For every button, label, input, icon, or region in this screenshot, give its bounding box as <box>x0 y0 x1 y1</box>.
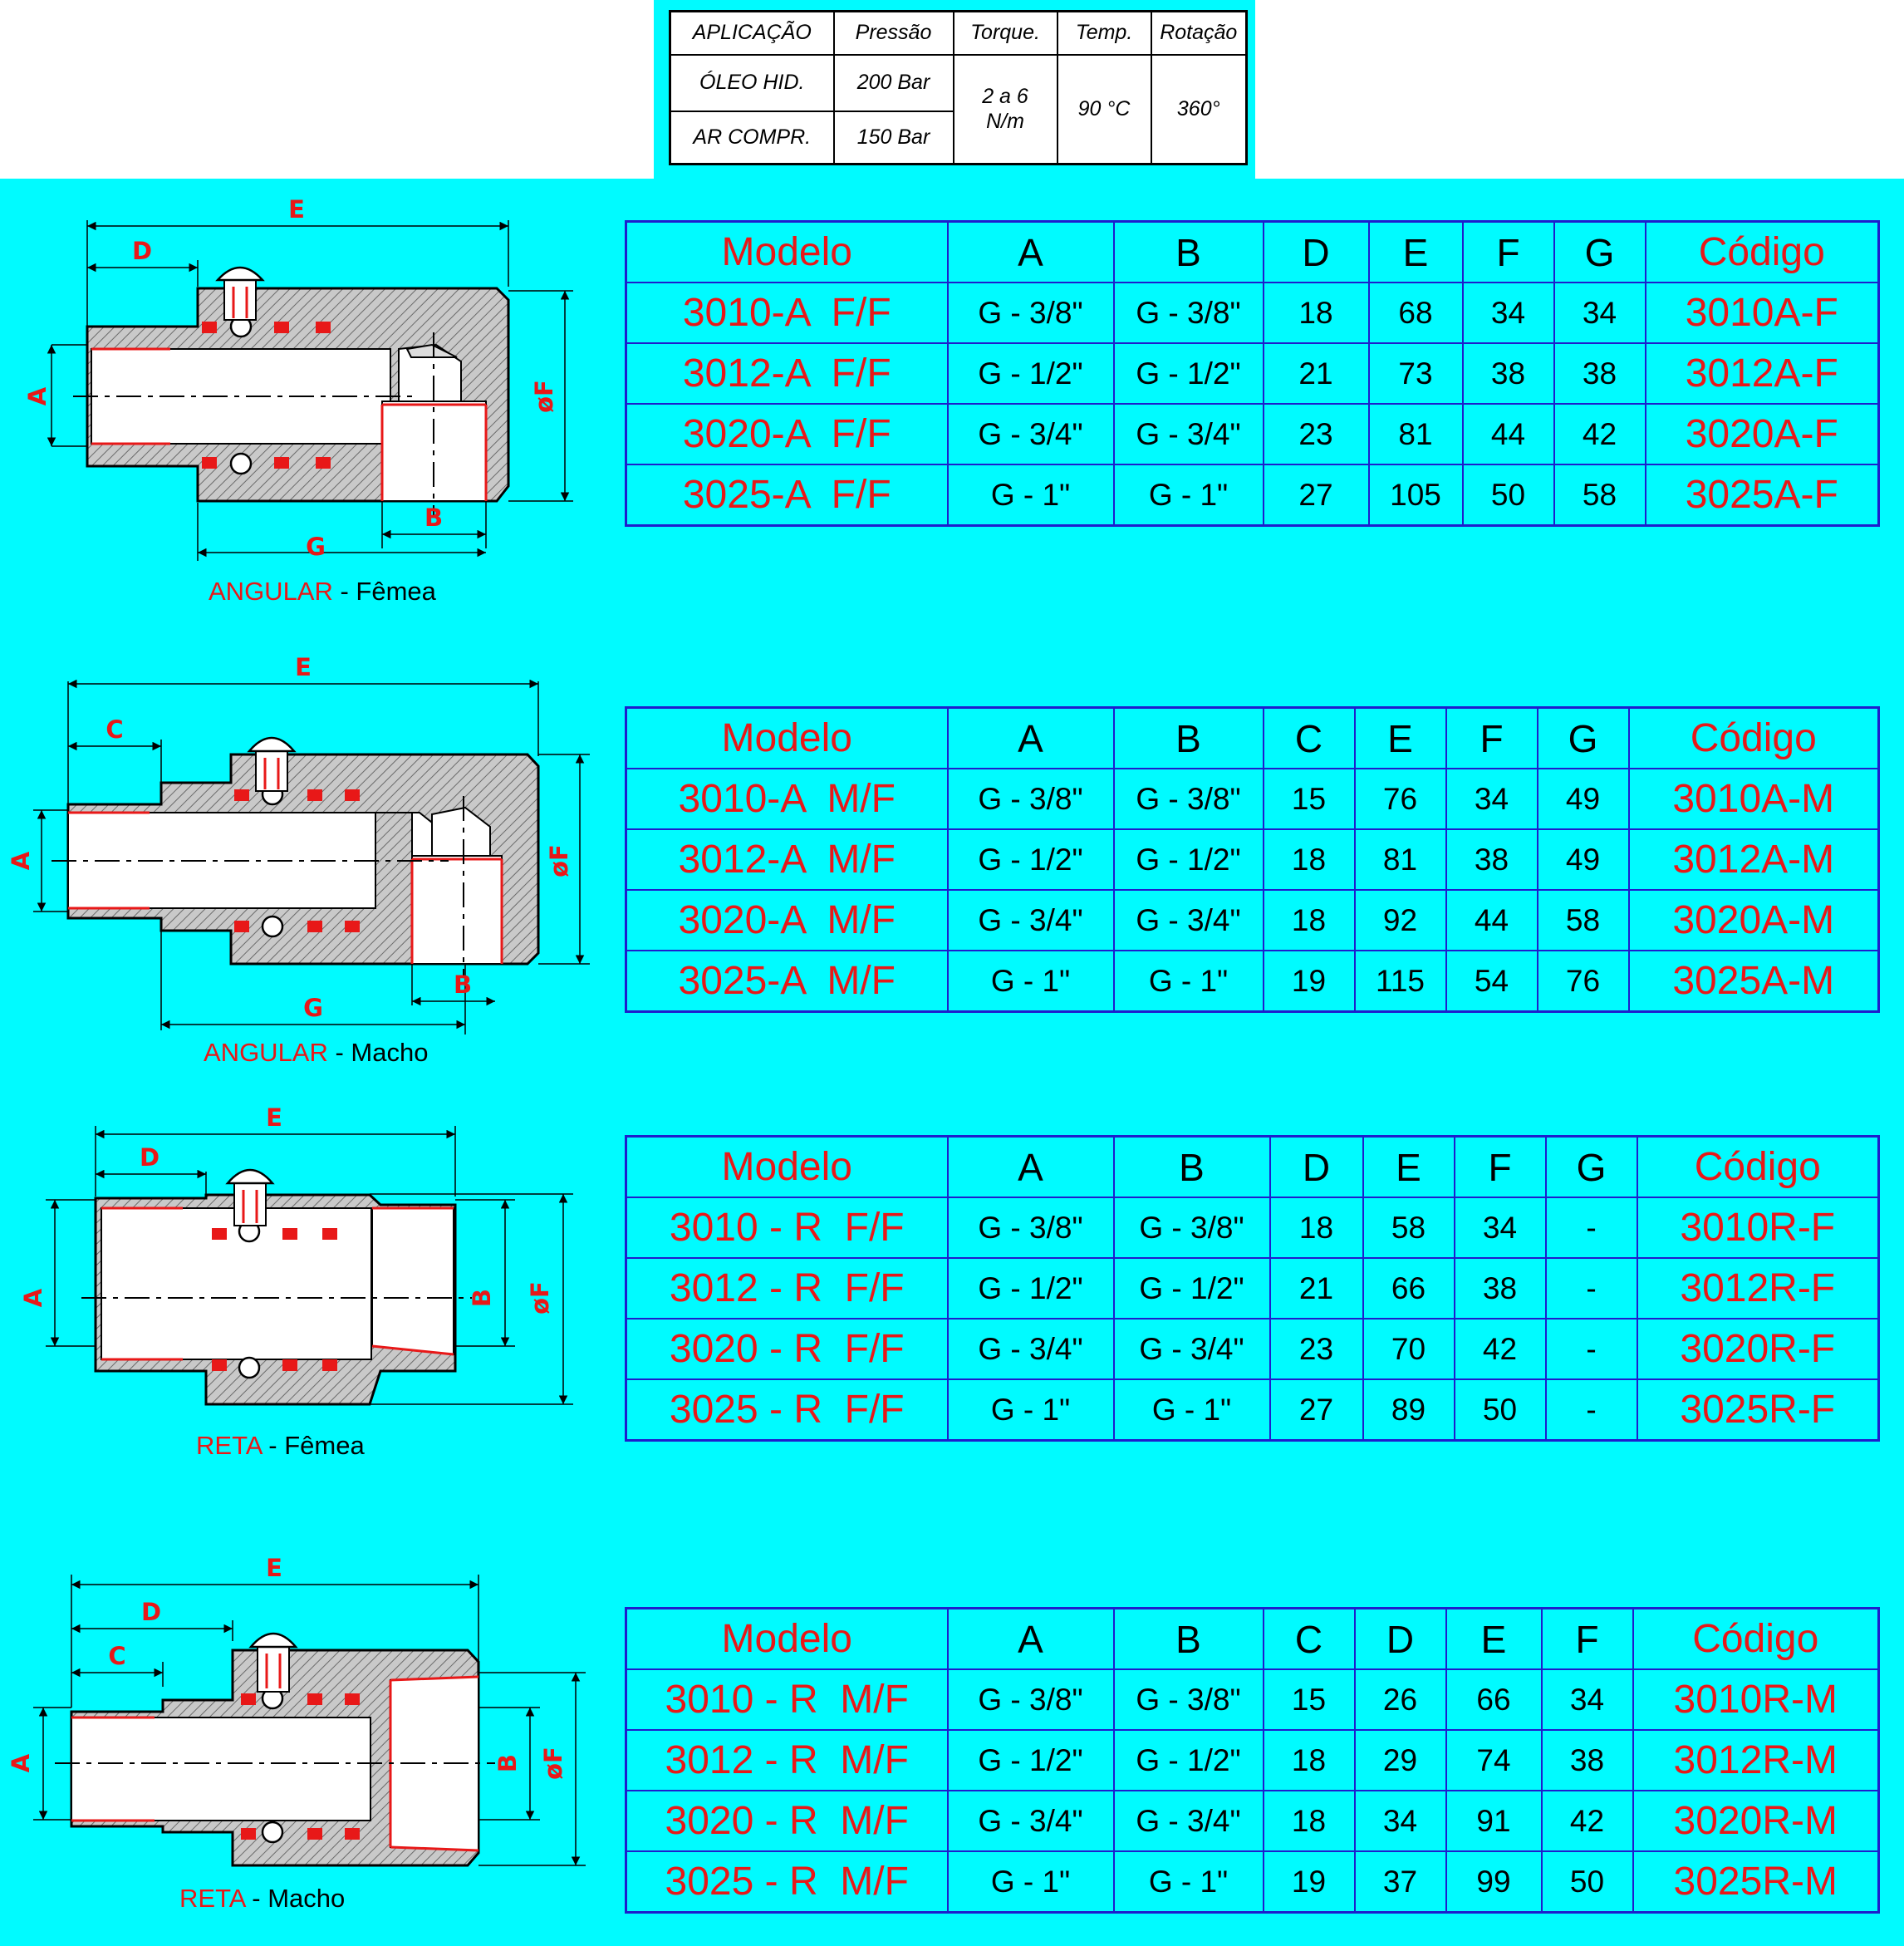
header-g: G <box>1538 708 1629 769</box>
header-f: F <box>1455 1137 1546 1198</box>
table-row <box>626 343 1879 404</box>
cell-e: 76 <box>1355 769 1446 829</box>
cell-codigo: 3010R-F <box>1637 1197 1879 1258</box>
cell-b: G - 3/4" <box>1114 890 1264 951</box>
cell-codigo: 3020A-F <box>1646 404 1879 464</box>
caption-angular-female <box>209 577 436 607</box>
cell-b: G - 3/8" <box>1114 1669 1264 1730</box>
caption-type: RETA <box>179 1884 245 1913</box>
cell-b: G - 3/4" <box>1114 1791 1264 1851</box>
cell-f: 50 <box>1463 464 1554 526</box>
header-modelo: Modelo <box>626 1137 948 1198</box>
header-a: A <box>948 222 1114 283</box>
cell-modelo: 3010-A F/F <box>626 283 948 343</box>
header-e: E <box>1369 222 1463 283</box>
cell-f: 42 <box>1455 1319 1546 1379</box>
cell-d: 18 <box>1270 1197 1363 1258</box>
table-row <box>626 404 1879 464</box>
cell-c: 15 <box>1264 1669 1355 1730</box>
cell-f: 54 <box>1446 951 1538 1012</box>
cell-f: 50 <box>1455 1379 1546 1441</box>
cell-c: 18 <box>1264 1730 1355 1791</box>
cell-a: G - 3/4" <box>948 1791 1114 1851</box>
header-c: C <box>1264 708 1355 769</box>
cell-e: 115 <box>1355 951 1446 1012</box>
caption-gender: - Macho <box>244 1884 346 1913</box>
dim-label-f: øF <box>530 380 558 413</box>
cell-codigo: 3025R-M <box>1633 1851 1879 1913</box>
cell-codigo: 3010R-M <box>1633 1669 1879 1730</box>
cell-e: 81 <box>1369 404 1463 464</box>
header-b: B <box>1114 708 1264 769</box>
dimensions-table-straight-male <box>625 1607 1880 1914</box>
cell-modelo: 3025 - R F/F <box>626 1379 948 1441</box>
caption-type: ANGULAR <box>204 1038 328 1067</box>
dim-label-f: øF <box>545 844 573 877</box>
cell-codigo: 3020R-F <box>1637 1319 1879 1379</box>
spec-header-rotation: Rotação <box>1151 12 1247 55</box>
spec-pressure-air: 150 Bar <box>834 111 954 165</box>
header-e: E <box>1355 708 1446 769</box>
spec-header-application: APLICAÇÃO <box>670 12 834 55</box>
header-codigo: Código <box>1633 1609 1879 1670</box>
header-a: A <box>948 708 1114 769</box>
cell-codigo: 3025R-F <box>1637 1379 1879 1441</box>
cell-modelo: 3010 - R F/F <box>626 1197 948 1258</box>
cell-a: G - 1" <box>948 1379 1114 1441</box>
header-modelo: Modelo <box>626 708 948 769</box>
cell-d: 27 <box>1270 1379 1363 1441</box>
cell-codigo: 3012A-M <box>1629 829 1879 890</box>
dim-label-f: øF <box>539 1747 567 1780</box>
cell-modelo: 3020-A F/F <box>626 404 948 464</box>
table-row <box>626 1730 1879 1791</box>
cell-g: - <box>1546 1379 1637 1441</box>
header-e: E <box>1446 1609 1542 1670</box>
dimensions-table-angular-female <box>625 220 1880 527</box>
cell-f: 38 <box>1446 829 1538 890</box>
straight-female-drawing <box>0 1097 598 1429</box>
dim-label-a: A <box>23 386 52 406</box>
cell-modelo: 3012-A F/F <box>626 343 948 404</box>
table-row <box>626 283 1879 343</box>
spec-rotation: 360° <box>1151 55 1247 165</box>
dim-label-b: B <box>468 1288 496 1308</box>
angular-female-drawing <box>0 187 582 602</box>
angular-male-drawing <box>0 648 598 1064</box>
table-row <box>626 829 1879 890</box>
cell-e: 92 <box>1355 890 1446 951</box>
header-e: E <box>1363 1137 1455 1198</box>
cell-f: 42 <box>1542 1791 1633 1851</box>
cell-g: 49 <box>1538 769 1629 829</box>
cell-c: 18 <box>1264 890 1355 951</box>
table-row <box>626 890 1879 951</box>
cell-b: G - 1" <box>1114 1851 1264 1913</box>
table-row <box>626 769 1879 829</box>
cell-modelo: 3020 - R F/F <box>626 1319 948 1379</box>
cell-b: G - 1/2" <box>1114 343 1264 404</box>
header-d: D <box>1264 222 1369 283</box>
header-b: B <box>1114 1137 1270 1198</box>
cell-modelo: 3012 - R M/F <box>626 1730 948 1791</box>
spec-torque: 2 a 6 N/m <box>954 55 1058 165</box>
cell-b: G - 1/2" <box>1114 1730 1264 1791</box>
caption-gender: - Fêmea <box>261 1431 365 1460</box>
spec-header-temp: Temp. <box>1058 12 1151 55</box>
cell-a: G - 1/2" <box>948 343 1114 404</box>
dimensions-table-angular-male <box>625 706 1880 1013</box>
cell-e: 70 <box>1363 1319 1455 1379</box>
cell-a: G - 1/2" <box>948 1730 1114 1791</box>
header-f: F <box>1463 222 1554 283</box>
dim-label-d: D <box>131 237 153 265</box>
header-a: A <box>948 1609 1114 1670</box>
cell-d: 37 <box>1355 1851 1446 1913</box>
header-modelo: Modelo <box>626 222 948 283</box>
cell-c: 19 <box>1264 951 1355 1012</box>
straight-male-drawing <box>0 1545 598 1894</box>
cell-d: 21 <box>1270 1258 1363 1319</box>
cell-f: 34 <box>1463 283 1554 343</box>
cell-g: - <box>1546 1258 1637 1319</box>
cell-codigo: 3010A-M <box>1629 769 1879 829</box>
cell-d: 23 <box>1270 1319 1363 1379</box>
cell-modelo: 3010-A M/F <box>626 769 948 829</box>
cell-codigo: 3012A-F <box>1646 343 1879 404</box>
cell-b: G - 3/8" <box>1114 769 1264 829</box>
spec-app-air: AR COMPR. <box>670 111 834 165</box>
cell-d: 21 <box>1264 343 1369 404</box>
cell-e: 99 <box>1446 1851 1542 1913</box>
header-g: G <box>1546 1137 1637 1198</box>
cell-a: G - 1" <box>948 1851 1114 1913</box>
dim-label-f: øF <box>526 1281 554 1315</box>
header-codigo: Código <box>1637 1137 1879 1198</box>
cell-e: 73 <box>1369 343 1463 404</box>
cell-d: 29 <box>1355 1730 1446 1791</box>
cell-d: 26 <box>1355 1669 1446 1730</box>
table-row <box>626 951 1879 1012</box>
dim-label-d: D <box>140 1598 162 1626</box>
caption-type: RETA <box>196 1431 262 1460</box>
cell-b: G - 1" <box>1114 951 1264 1012</box>
cell-f: 38 <box>1542 1730 1633 1791</box>
spec-pressure-oil: 200 Bar <box>834 55 954 111</box>
dim-label-a: A <box>7 1753 35 1773</box>
cell-codigo: 3020R-M <box>1633 1791 1879 1851</box>
cell-f: 34 <box>1446 769 1538 829</box>
header-codigo: Código <box>1629 708 1879 769</box>
table-row <box>626 1319 1879 1379</box>
cell-e: 105 <box>1369 464 1463 526</box>
cell-f: 44 <box>1463 404 1554 464</box>
cell-g: 76 <box>1538 951 1629 1012</box>
cell-b: G - 3/4" <box>1114 1319 1270 1379</box>
cell-f: 44 <box>1446 890 1538 951</box>
header-modelo: Modelo <box>626 1609 948 1670</box>
spec-app-oil: ÓLEO HID. <box>670 55 834 111</box>
cell-e: 74 <box>1446 1730 1542 1791</box>
header-d: D <box>1355 1609 1446 1670</box>
cell-a: G - 3/8" <box>948 769 1114 829</box>
cell-modelo: 3025-A F/F <box>626 464 948 526</box>
cell-c: 18 <box>1264 829 1355 890</box>
caption-straight-male <box>179 1884 345 1914</box>
dim-label-b: B <box>493 1753 522 1773</box>
table-row <box>626 1197 1879 1258</box>
table-row <box>626 1379 1879 1441</box>
table-row <box>626 1669 1879 1730</box>
dimensions-table-straight-female <box>625 1135 1880 1442</box>
cell-d: 27 <box>1264 464 1369 526</box>
cell-d: 23 <box>1264 404 1369 464</box>
table-row <box>626 464 1879 526</box>
cell-modelo: 3020-A M/F <box>626 890 948 951</box>
dim-label-d: D <box>139 1143 160 1172</box>
cell-modelo: 3025-A M/F <box>626 951 948 1012</box>
cell-g: 34 <box>1554 283 1646 343</box>
cell-c: 19 <box>1264 1851 1355 1913</box>
cell-d: 18 <box>1264 283 1369 343</box>
cell-b: G - 3/4" <box>1114 404 1264 464</box>
cell-g: - <box>1546 1197 1637 1258</box>
cell-f: 34 <box>1542 1669 1633 1730</box>
cell-f: 50 <box>1542 1851 1633 1913</box>
cell-a: G - 3/8" <box>948 1669 1114 1730</box>
cell-d: 34 <box>1355 1791 1446 1851</box>
cell-a: G - 3/4" <box>948 404 1114 464</box>
dim-label-a: A <box>7 851 35 871</box>
dim-label-b: B <box>424 504 444 532</box>
cell-g: - <box>1546 1319 1637 1379</box>
cell-a: G - 3/8" <box>948 1197 1114 1258</box>
spec-header-torque: Torque. <box>954 12 1058 55</box>
dim-label-e: E <box>266 1103 282 1132</box>
cell-g: 49 <box>1538 829 1629 890</box>
cell-b: G - 3/8" <box>1114 283 1264 343</box>
cell-g: 42 <box>1554 404 1646 464</box>
cell-b: G - 1/2" <box>1114 1258 1270 1319</box>
cell-modelo: 3010 - R M/F <box>626 1669 948 1730</box>
cell-e: 66 <box>1363 1258 1455 1319</box>
dim-label-e: E <box>288 195 305 224</box>
header-g: G <box>1554 222 1646 283</box>
spec-temp: 90 °C <box>1058 55 1151 165</box>
cell-codigo: 3025A-M <box>1629 951 1879 1012</box>
caption-gender: - Fêmea <box>332 577 436 606</box>
cell-a: G - 1" <box>948 464 1114 526</box>
cell-modelo: 3012-A M/F <box>626 829 948 890</box>
header-f: F <box>1446 708 1538 769</box>
cell-a: G - 3/4" <box>948 890 1114 951</box>
header-b: B <box>1114 222 1264 283</box>
cell-g: 58 <box>1554 464 1646 526</box>
cell-codigo: 3012R-M <box>1633 1730 1879 1791</box>
cell-f: 34 <box>1455 1197 1546 1258</box>
dim-label-g: G <box>303 994 323 1022</box>
cell-codigo: 3012R-F <box>1637 1258 1879 1319</box>
cell-b: G - 1" <box>1114 464 1264 526</box>
header-c: C <box>1264 1609 1355 1670</box>
header-codigo: Código <box>1646 222 1879 283</box>
cell-e: 58 <box>1363 1197 1455 1258</box>
header-b: B <box>1114 1609 1264 1670</box>
cell-g: 58 <box>1538 890 1629 951</box>
cell-a: G - 1/2" <box>948 829 1114 890</box>
cell-e: 81 <box>1355 829 1446 890</box>
cell-f: 38 <box>1463 343 1554 404</box>
dim-label-a: A <box>19 1288 47 1308</box>
dim-label-c: C <box>106 715 124 744</box>
cell-modelo: 3012 - R F/F <box>626 1258 948 1319</box>
caption-type: ANGULAR <box>209 577 333 606</box>
header-f: F <box>1542 1609 1633 1670</box>
cell-e: 68 <box>1369 283 1463 343</box>
dim-label-b: B <box>453 971 473 999</box>
application-spec-table <box>669 10 1248 165</box>
cell-e: 91 <box>1446 1791 1542 1851</box>
cell-c: 18 <box>1264 1791 1355 1851</box>
caption-gender: - Macho <box>327 1038 429 1067</box>
dim-label-e: E <box>295 653 312 681</box>
caption-straight-female <box>196 1431 365 1461</box>
header-a: A <box>948 1137 1114 1198</box>
table-row <box>626 1258 1879 1319</box>
table-row <box>626 1851 1879 1913</box>
cell-a: G - 1/2" <box>948 1258 1114 1319</box>
cell-a: G - 1" <box>948 951 1114 1012</box>
cell-e: 89 <box>1363 1379 1455 1441</box>
cell-b: G - 3/8" <box>1114 1197 1270 1258</box>
cell-a: G - 3/8" <box>948 283 1114 343</box>
cell-c: 15 <box>1264 769 1355 829</box>
cell-e: 66 <box>1446 1669 1542 1730</box>
dim-label-g: G <box>306 533 326 561</box>
caption-angular-male <box>204 1038 428 1068</box>
cell-codigo: 3010A-F <box>1646 283 1879 343</box>
cell-b: G - 1" <box>1114 1379 1270 1441</box>
cell-modelo: 3025 - R M/F <box>626 1851 948 1913</box>
cell-g: 38 <box>1554 343 1646 404</box>
header-d: D <box>1270 1137 1363 1198</box>
cell-modelo: 3020 - R M/F <box>626 1791 948 1851</box>
cell-a: G - 3/4" <box>948 1319 1114 1379</box>
cell-b: G - 1/2" <box>1114 829 1264 890</box>
cell-f: 38 <box>1455 1258 1546 1319</box>
cell-codigo: 3020A-M <box>1629 890 1879 951</box>
table-row <box>626 1791 1879 1851</box>
cell-codigo: 3025A-F <box>1646 464 1879 526</box>
spec-header-pressure: Pressão <box>834 12 954 55</box>
dim-label-c: C <box>108 1642 126 1670</box>
dim-label-e: E <box>266 1554 282 1582</box>
